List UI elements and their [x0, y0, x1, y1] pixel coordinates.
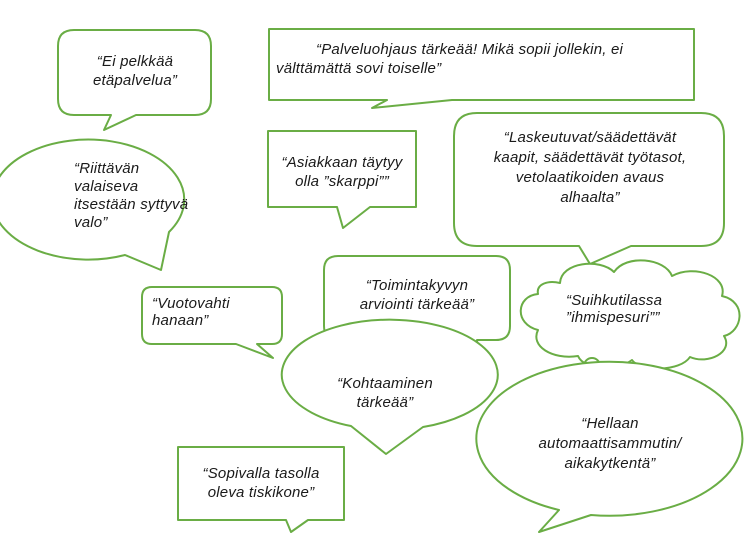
bubble-tiskikone-text: “Sopivalla tasolla oleva tiskikone” — [202, 465, 320, 501]
bubble-palveluohjaus-text: “Palveluohjaus tärkeää! Mikä sopii jollekin, ei välttämättä sovi toiselle” — [276, 41, 624, 77]
bubble-hellaan-text: “Hellaan automaattisammutin/ aikakytkentä” — [538, 415, 682, 472]
bubble-asiakkaan-text: “Asiakkaan täytyy olla ”skarppi”” — [281, 154, 403, 190]
bubble-laskeutuvat-text: “Laskeutuvat/säädettävät kaapit, säädettävät työtasot, vetolaatikoiden avaus alhaalta” — [493, 129, 687, 206]
bubble-ei-pelkkaa-text: “Ei pelkkää etäpalvelua” — [92, 53, 178, 89]
bubble-suihkutilassa-text: “Suihkutilassa ”ihmispesuri”” — [566, 292, 663, 326]
bubble-kohtaaminen-text: “Kohtaaminen tärkeää” — [337, 375, 433, 411]
bubble-toimintakyky-text: “Toimintakyvyn arviointi tärkeää” — [359, 277, 475, 313]
bubble-riittavan-text: “Riittävän valaiseva itsestään syttyvä valo” — [74, 160, 189, 231]
bubble-vuotovahti-text: “Vuotovahti hanaan” — [152, 295, 230, 329]
